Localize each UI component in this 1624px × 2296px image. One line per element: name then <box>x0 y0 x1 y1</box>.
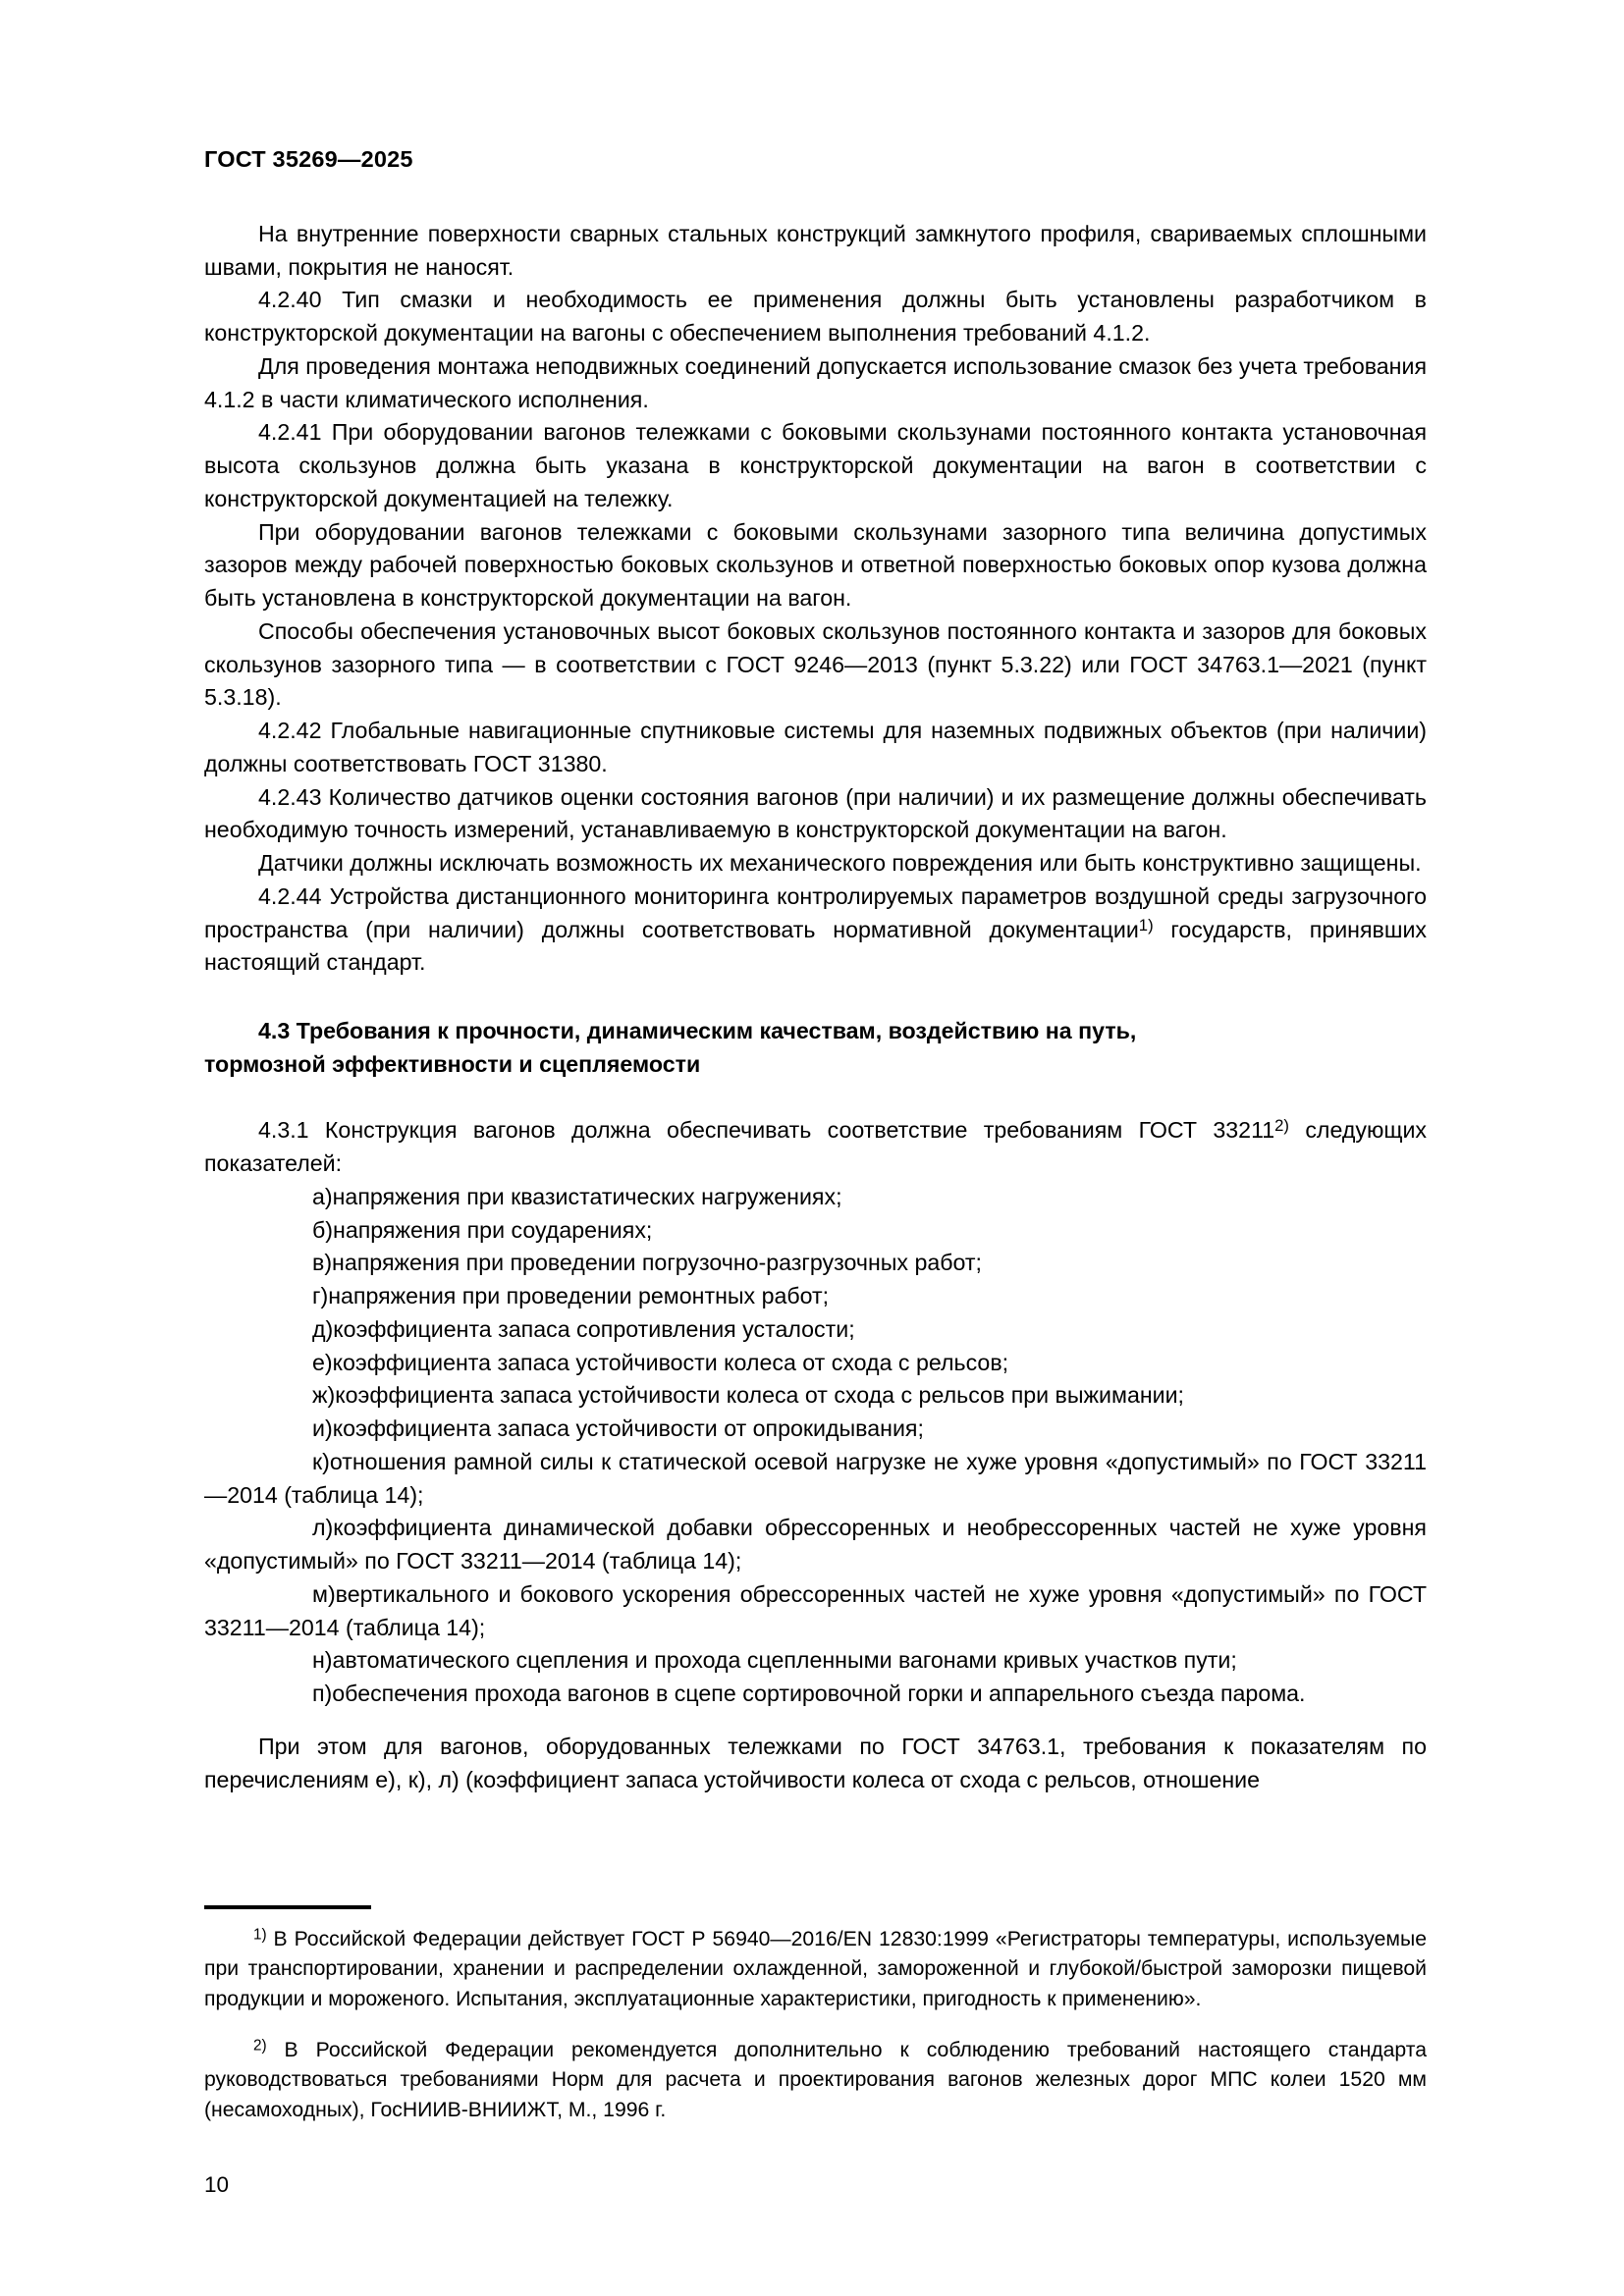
list-item-marker: н) <box>312 1647 333 1674</box>
paragraph-4-2-42: 4.2.42 Глобальные навигационные спутниковые системы для наземных подвижных объектов (при наличии) должны соответствовать ГОСТ 31380. <box>204 718 1427 776</box>
list-item-marker: а) <box>312 1183 333 1209</box>
list-item <box>204 1181 1427 1214</box>
paragraph-clearance-type-side-bearers: При оборудовании вагонов тележками с боковыми скользунами зазорного типа величина допустимых зазоров между рабочей поверхностью боковых скользунов и ответной поверхностью боковых опор кузова должна быть установлена в конструкторской документации на вагон. <box>204 518 1427 612</box>
paragraph-4-2-40: 4.2.40 Тип смазки и необходимость ее применения должны быть установлены разработчиком в конструкторской документации на вагоны с обеспечением выполнения требований 4.1.2. <box>204 287 1427 347</box>
footnote-1-marker: 1) <box>253 1926 267 1944</box>
footnote-1-text: В Российской Федерации действует ГОСТ Р 56940—2016/EN 12830:1999 «Регистраторы температуры, используемые при транспортировании, хранении и распределении охлажденной, замороженной и глубокой/быстрой заморозки пищевой продукции и мороженого. Испытания, эксплуатационные характеристики, пригодность к применению». <box>204 1928 1427 2010</box>
list-item-marker: л) <box>312 1515 334 1541</box>
paragraph-fixed-joints-lubricant: Для проведения монтажа неподвижных соединений допускается использование смазок без учета требования 4.1.2 в части климатического исполнения. <box>204 352 1427 412</box>
footnote-ref-1[interactable]: 1) <box>1138 915 1154 934</box>
section-heading-4-3-line-2: тормозной эффективности и сцепляемости <box>204 1050 701 1077</box>
list-item <box>204 1247 1427 1280</box>
paragraph-4-3-1-text-after-footnote: следующих показателей: <box>204 1117 1427 1177</box>
list-item <box>204 1512 1427 1578</box>
footnote-2 <box>204 2036 1427 2125</box>
section-heading-4-3 <box>204 1015 1427 1081</box>
page-content <box>204 147 1427 1796</box>
paragraph-coating-inner-surfaces: На внутренние поверхности сварных стальных конструкций замкнутого профиля, свариваемых сплошными швами, покрытия не наносят. <box>204 220 1427 280</box>
footnote-area <box>204 1905 1427 2125</box>
list-item-marker: п) <box>312 1681 333 1707</box>
list-item-marker: д) <box>312 1315 334 1342</box>
paragraph-sensors-protection: Датчики должны исключать возможность их механического повреждения или быть конструктивно защищены. <box>258 850 1422 877</box>
list-item <box>204 1446 1427 1513</box>
list-item-label: напряжения при квазистатических нагружениях; <box>332 1183 842 1209</box>
paragraph-4-3-1-closing: При этом для вагонов, оборудованных тележками по ГОСТ 34763.1, требования к показателям по перечислениям е), к), л) (коэффициент запаса устойчивости колеса от схода с рельсов, отношение <box>204 1733 1427 1792</box>
list-item <box>204 1313 1427 1347</box>
paragraph-4-3-1-intro <box>204 1114 1427 1181</box>
list-item-label: автоматического сцепления и прохода сцепленными вагонами кривых участков пути; <box>332 1647 1237 1674</box>
list-item <box>204 1280 1427 1313</box>
paragraph-side-bearer-methods: Способы обеспечения установочных высот боковых скользунов постоянного контакта и зазоров для боковых скользунов зазорного типа — в соответствии с ГОСТ 9246—2013 (пункт 5.3.22) или ГОСТ 34763.1—2021 (пункт 5.3.18). <box>204 617 1427 711</box>
list-item-marker: ж) <box>312 1382 336 1409</box>
list-item-label: коэффициента запаса устойчивости колеса от схода с рельсов при выжимании; <box>335 1382 1184 1409</box>
list-item-marker: и) <box>312 1415 333 1442</box>
list-item-label: коэффициента запаса устойчивости от опрокидывания; <box>332 1415 924 1442</box>
list-item-label: напряжения при соударениях; <box>333 1216 653 1243</box>
list-item-label: коэффициента динамической добавки обрессоренных и необрессоренных частей не хуже уровня «допустимый» по ГОСТ 33211—2014 (таблица 14); <box>204 1515 1427 1575</box>
list-item-label: напряжения при проведении ремонтных работ; <box>328 1283 830 1309</box>
list-item-marker: к) <box>312 1448 330 1474</box>
section-heading-4-3-line-1: 4.3 Требования к прочности, динамическим качествам, воздействию на путь, <box>258 1018 1137 1044</box>
list-item-label: напряжения при проведении погрузочно-разгрузочных работ; <box>332 1250 982 1276</box>
page-number: 10 <box>204 2172 230 2197</box>
footnote-2-marker: 2) <box>253 2037 267 2055</box>
list-item <box>204 1578 1427 1645</box>
paragraph-4-2-44 <box>204 881 1427 980</box>
paragraph-4-2-43: 4.2.43 Количество датчиков оценки состояния вагонов (при наличии) и их размещение должны обеспечивать необходимую точность измерений, устанавливаемую в конструкторской документации на вагон. <box>204 783 1427 843</box>
list-item-marker: б) <box>312 1216 334 1243</box>
footnote-separator-rule <box>204 1905 371 1909</box>
footnote-ref-2[interactable]: 2) <box>1274 1116 1289 1136</box>
list-item-label: коэффициента запаса устойчивости колеса от схода с рельсов; <box>332 1349 1009 1375</box>
list-item <box>204 1644 1427 1678</box>
list-item <box>204 1347 1427 1380</box>
paragraph-4-2-41: 4.2.41 При оборудовании вагонов тележками с боковыми скользунами постоянного контакта установочная высота скользунов должна быть указана в конструкторской документации на вагон в соответствии с конструкторской документацией на тележку. <box>204 419 1427 511</box>
list-item-marker: в) <box>312 1250 333 1276</box>
list-item <box>204 1379 1427 1413</box>
paragraph-4-2-44-text-after-footnote: государств, принявших настоящий стандарт. <box>204 916 1427 976</box>
list-item-label: вертикального и бокового ускорения обрессоренных частей не хуже уровня «допустимый» по ГОСТ 33211—2014 (таблица 14); <box>204 1580 1427 1640</box>
list-item-label: отношения рамной силы к статической осевой нагрузке не хуже уровня «допустимый» по ГОСТ 33211—2014 (таблица 14); <box>204 1448 1427 1508</box>
list-item-marker: г) <box>312 1283 329 1309</box>
list-item <box>204 1678 1427 1711</box>
footnote-1 <box>204 1925 1427 2014</box>
footnote-2-text: В Российской Федерации рекомендуется дополнительно к соблюдению требований настоящего стандарта руководствоваться требованиями Норм для расчета и проектирования вагонов железных дорог МПС колеи 1520 мм (несамоходных), ГосНИИВ-ВНИИЖТ, М., 1996 г. <box>204 2038 1427 2121</box>
running-head-standard-number: ГОСТ 35269—2025 <box>204 146 413 172</box>
list-item-marker: м) <box>312 1580 336 1607</box>
paragraph-4-3-1-text-before-footnote: 4.3.1 Конструкция вагонов должна обеспечивать соответствие требованиям ГОСТ 33211 <box>258 1117 1275 1144</box>
list-item <box>204 1413 1427 1446</box>
list-item <box>204 1214 1427 1248</box>
paragraph-4-2-44-text-before-footnote: 4.2.44 Устройства дистанционного мониторинга контролируемых параметров воздушной среды загрузочного пространства (при наличии) должны соответствовать нормативной документации <box>204 882 1427 942</box>
list-item-marker: е) <box>312 1349 333 1375</box>
list-item-label: коэффициента запаса сопротивления усталости; <box>333 1315 855 1342</box>
list-item-label: обеспечения прохода вагонов в сцепе сортировочной горки и аппарельного съезда парома. <box>332 1681 1306 1707</box>
